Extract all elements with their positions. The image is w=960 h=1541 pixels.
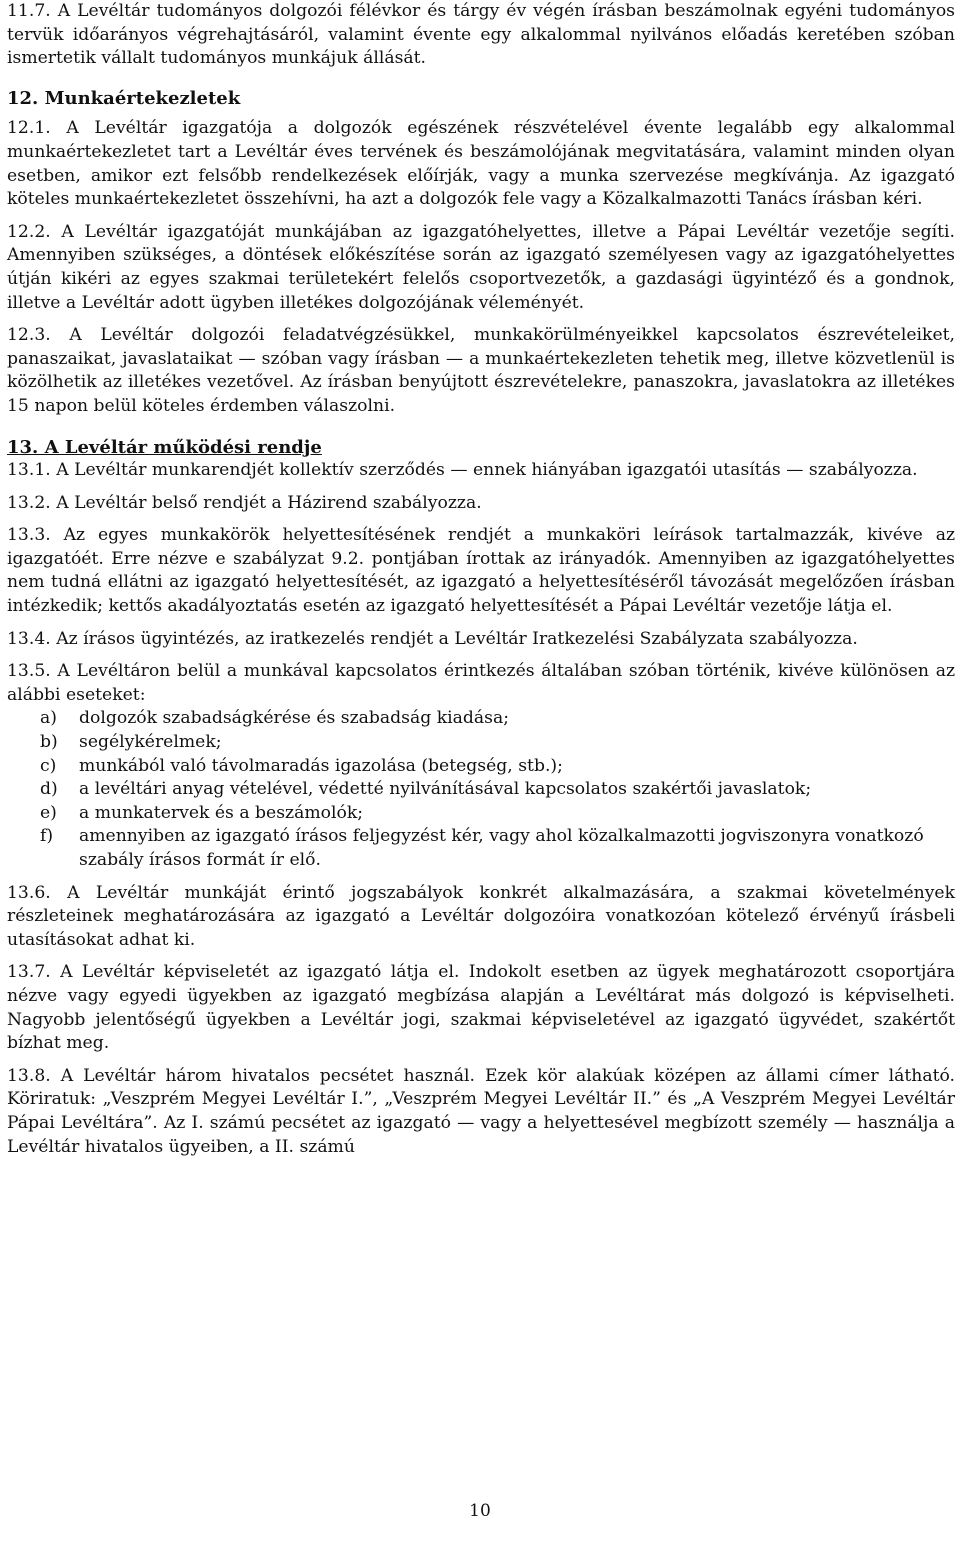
list-item-text: segélykérelmek; xyxy=(79,732,222,753)
list-item xyxy=(7,825,955,872)
paragraph-11-7: 11.7. A Levéltár tudományos dolgozói félévkor és tárgy év végén írásban beszámolnak egyéni tudományos tervük időarányos végrehajtásáról, valamint évente egy alkalommal nyilvános előadás keretében szóban ismertetik vállalt tudományos munkájuk állását. xyxy=(7,1,955,69)
list-item-text: a munkatervek és a beszámolók; xyxy=(79,802,364,823)
page-number: 10 xyxy=(469,1501,491,1521)
paragraph-13-1: 13.1. A Levéltár munkarendjét kollektív szerződés — ennek hiányában igazgatói utasítás — szabályozza. xyxy=(7,460,918,481)
list-item-label: e) xyxy=(40,802,57,823)
paragraph-13-5: 13.5. A Levéltáron belül a munkával kapcsolatos érintkezés általában szóban történik, kivéve különösen az alábbi eseteket: xyxy=(7,661,955,705)
list-item xyxy=(7,802,955,826)
section-heading-13: 13. A Levéltár működési rendje xyxy=(7,436,322,458)
case-list xyxy=(7,707,955,872)
list-item-text: amennyiben az igazgató írásos feljegyzést kér, vagy ahol közalkalmazotti jogviszonyra vonatkozó szabály írásos formát ír elő. xyxy=(79,826,924,870)
paragraph-12-1: 12.1. A Levéltár igazgatója a dolgozók egészének részvételével évente legalább egy alkalommal munkaértekezletet tart a Levéltár éves tervének és beszámolójának megvitatására, valamint minden olyan esetben, amikor ezt felsőbb rendelkezések előírják, vagy a munka szervezése megkívánja. Az igazgató köteles munkaértekezletet összehívni, ha azt a dolgozók fele vagy a Közalkalmazotti Tanács írásban kéri. xyxy=(7,118,955,210)
document-page xyxy=(7,0,955,1159)
list-item-label: d) xyxy=(40,779,58,800)
list-item xyxy=(7,731,955,755)
list-item-label: a) xyxy=(40,708,57,729)
list-item-text: a levéltári anyag vételével, védetté nyilvánításával kapcsolatos szakértői javaslatok; xyxy=(79,779,812,800)
list-item-text: munkából való távolmaradás igazolása (betegség, stb.); xyxy=(79,755,563,776)
list-item xyxy=(7,707,955,731)
paragraph-13-3: 13.3. Az egyes munkakörök helyettesítésének rendjét a munkaköri leírások tartalmazzák, kivéve az igazgatóét. Erre nézve e szabályzat 9.2. pontjában írottak az irányadók. Amennyiben az igazgatóhelyettes nem tudná ellátni az igazgató helyettesítését, az igazgató a helyettesítéséről távozását megelőzően írásban intézkedik; kettős akadályoztatás esetén az igazgató helyettesítését a Pápai Levéltár vezetője látja el. xyxy=(7,525,955,617)
paragraph-13-6: 13.6. A Levéltár munkáját érintő jogszabályok konkrét alkalmazására, a szakmai követelmények részleteinek meghatározására az igazgató a Levéltár dolgozóira vonatkozóan kötelező érvényű írásbeli utasításokat adhat ki. xyxy=(7,882,955,950)
list-item-text: dolgozók szabadságkérése és szabadság kiadása; xyxy=(79,708,509,729)
list-item-label: f) xyxy=(40,826,54,847)
paragraph-12-2: 12.2. A Levéltár igazgatóját munkájában az igazgatóhelyettes, illetve a Pápai Levéltár vezetője segíti. Amennyiben szükséges, a döntések előkészítése során az igazgató személyesen vagy az igazgatóhelyettes útján kikéri az egyes szakmai területekért felelős csoportvezetők, a gazdasági ügyintéző és a gondnok, illetve a Levéltár adott ügyben illetékes dolgozójának véleményét. xyxy=(7,221,955,313)
list-item xyxy=(7,778,955,802)
list-item-label: b) xyxy=(40,732,58,753)
paragraph-13-8: 13.8. A Levéltár három hivatalos pecsétet használ. Ezek kör alakúak középen az állami címer látható. Köriratuk: „Veszprém Megyei Levéltár I.”, „Veszprém Megyei Levéltár II.” és „A Veszprém Megyei Levéltár Pápai Levéltára”. Az I. számú pecsétet az igazgató — vagy a helyettesével megbízott személy — használja a Levéltár hivatalos ügyeiben, a II. számú xyxy=(7,1065,955,1157)
paragraph-13-4: 13.4. Az írásos ügyintézés, az iratkezelés rendjét a Levéltár Iratkezelési Szabályzata szabályozza. xyxy=(7,628,858,649)
paragraph-13-7: 13.7. A Levéltár képviseletét az igazgató látja el. Indokolt esetben az ügyek meghatározott csoportjára nézve vagy egyedi ügyekben az igazgató megbízása alapján a Levéltárat más dolgozó is képviselheti. Nagyobb jelentőségű ügyekben a Levéltár jogi, szakmai képviseletével az igazgató ügyvédet, szakértőt bízhat meg. xyxy=(7,962,955,1054)
paragraph-13-2: 13.2. A Levéltár belső rendjét a Házirend szabályozza. xyxy=(7,492,482,513)
paragraph-12-3: 12.3. A Levéltár dolgozói feladatvégzésükkel, munkakörülményeikkel kapcsolatos észrevételeiket, panaszaikat, javaslataikat — szóban vagy írásban — a munkaértekezleten tehetik meg, illetve közvetlenül is közölhetik az illetékes vezetővel. Az írásban benyújtott észrevételekre, panaszokra, javaslatokra az illetékes 15 napon belül köteles érdemben válaszolni. xyxy=(7,325,955,416)
section-heading-12: 12. Munkaértekezletek xyxy=(7,87,241,109)
list-item xyxy=(7,755,955,779)
list-item-label: c) xyxy=(40,755,57,776)
